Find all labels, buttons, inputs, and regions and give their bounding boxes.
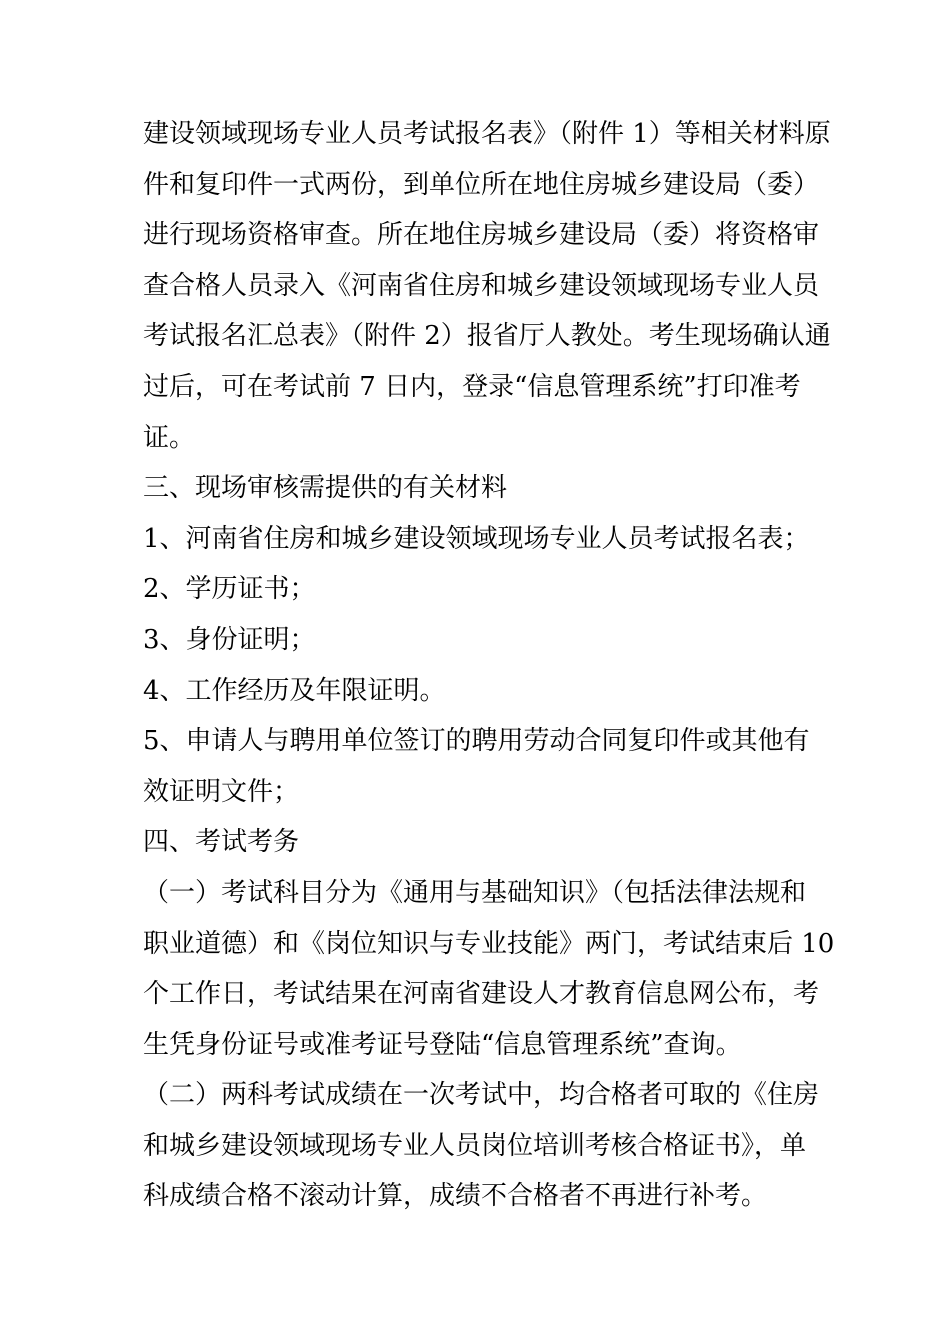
document-body	[143, 109, 835, 1222]
list-item: 1、河南省住房和城乡建设领域现场专业人员考试报名表；	[143, 523, 810, 554]
list-item-continuation: 效证明文件；	[143, 776, 300, 807]
text-line: （一）考试科目分为《通用与基础知识》（包括法律法规和	[143, 877, 807, 908]
list-item: 4、工作经历及年限证明。	[143, 675, 446, 706]
section-heading: 四、考试考务	[143, 827, 300, 858]
text-line: 过后，可在考试前 7 日内，登录“信息管理系统”打印准考	[143, 371, 801, 402]
text-line: 生凭身份证号或准考证号登陆“信息管理系统”查询。	[143, 1029, 742, 1060]
text-line: 和城乡建设领域现场专业人员岗位培训考核合格证书》，单	[143, 1130, 807, 1161]
list-item: 3、身份证明；	[143, 624, 316, 655]
list-item: 5、申请人与聘用单位签订的聘用劳动合同复印件或其他有	[143, 726, 810, 757]
text-line: 证。	[143, 422, 196, 453]
text-line: 进行现场资格审查。所在地住房城乡建设局（委）将资格审	[143, 220, 820, 251]
text-line: （二）两科考试成绩在一次考试中，均合格者可取的《住房	[143, 1080, 820, 1111]
text-line: 科成绩合格不滚动计算，成绩不合格者不再进行补考。	[143, 1181, 768, 1212]
text-line: 查合格人员录入《河南省住房和城乡建设领域现场专业人员	[143, 270, 820, 301]
text-line: 个工作日，考试结果在河南省建设人才教育信息网公布，考	[143, 979, 820, 1010]
text-line: 建设领域现场专业人员考试报名表》（附件 1）等相关材料原	[143, 119, 831, 149]
text-line: 考试报名汇总表》（附件 2）报省厅人教处。考生现场确认通	[143, 321, 831, 352]
text-line: 件和复印件一式两份，到单位所在地住房城乡建设局（委）	[143, 169, 820, 200]
text-line: 职业道德）和《岗位知识与专业技能》两门，考试结束后 10	[143, 928, 835, 959]
section-heading: 三、现场审核需提供的有关材料	[143, 473, 508, 504]
list-item: 2、学历证书；	[143, 574, 316, 605]
